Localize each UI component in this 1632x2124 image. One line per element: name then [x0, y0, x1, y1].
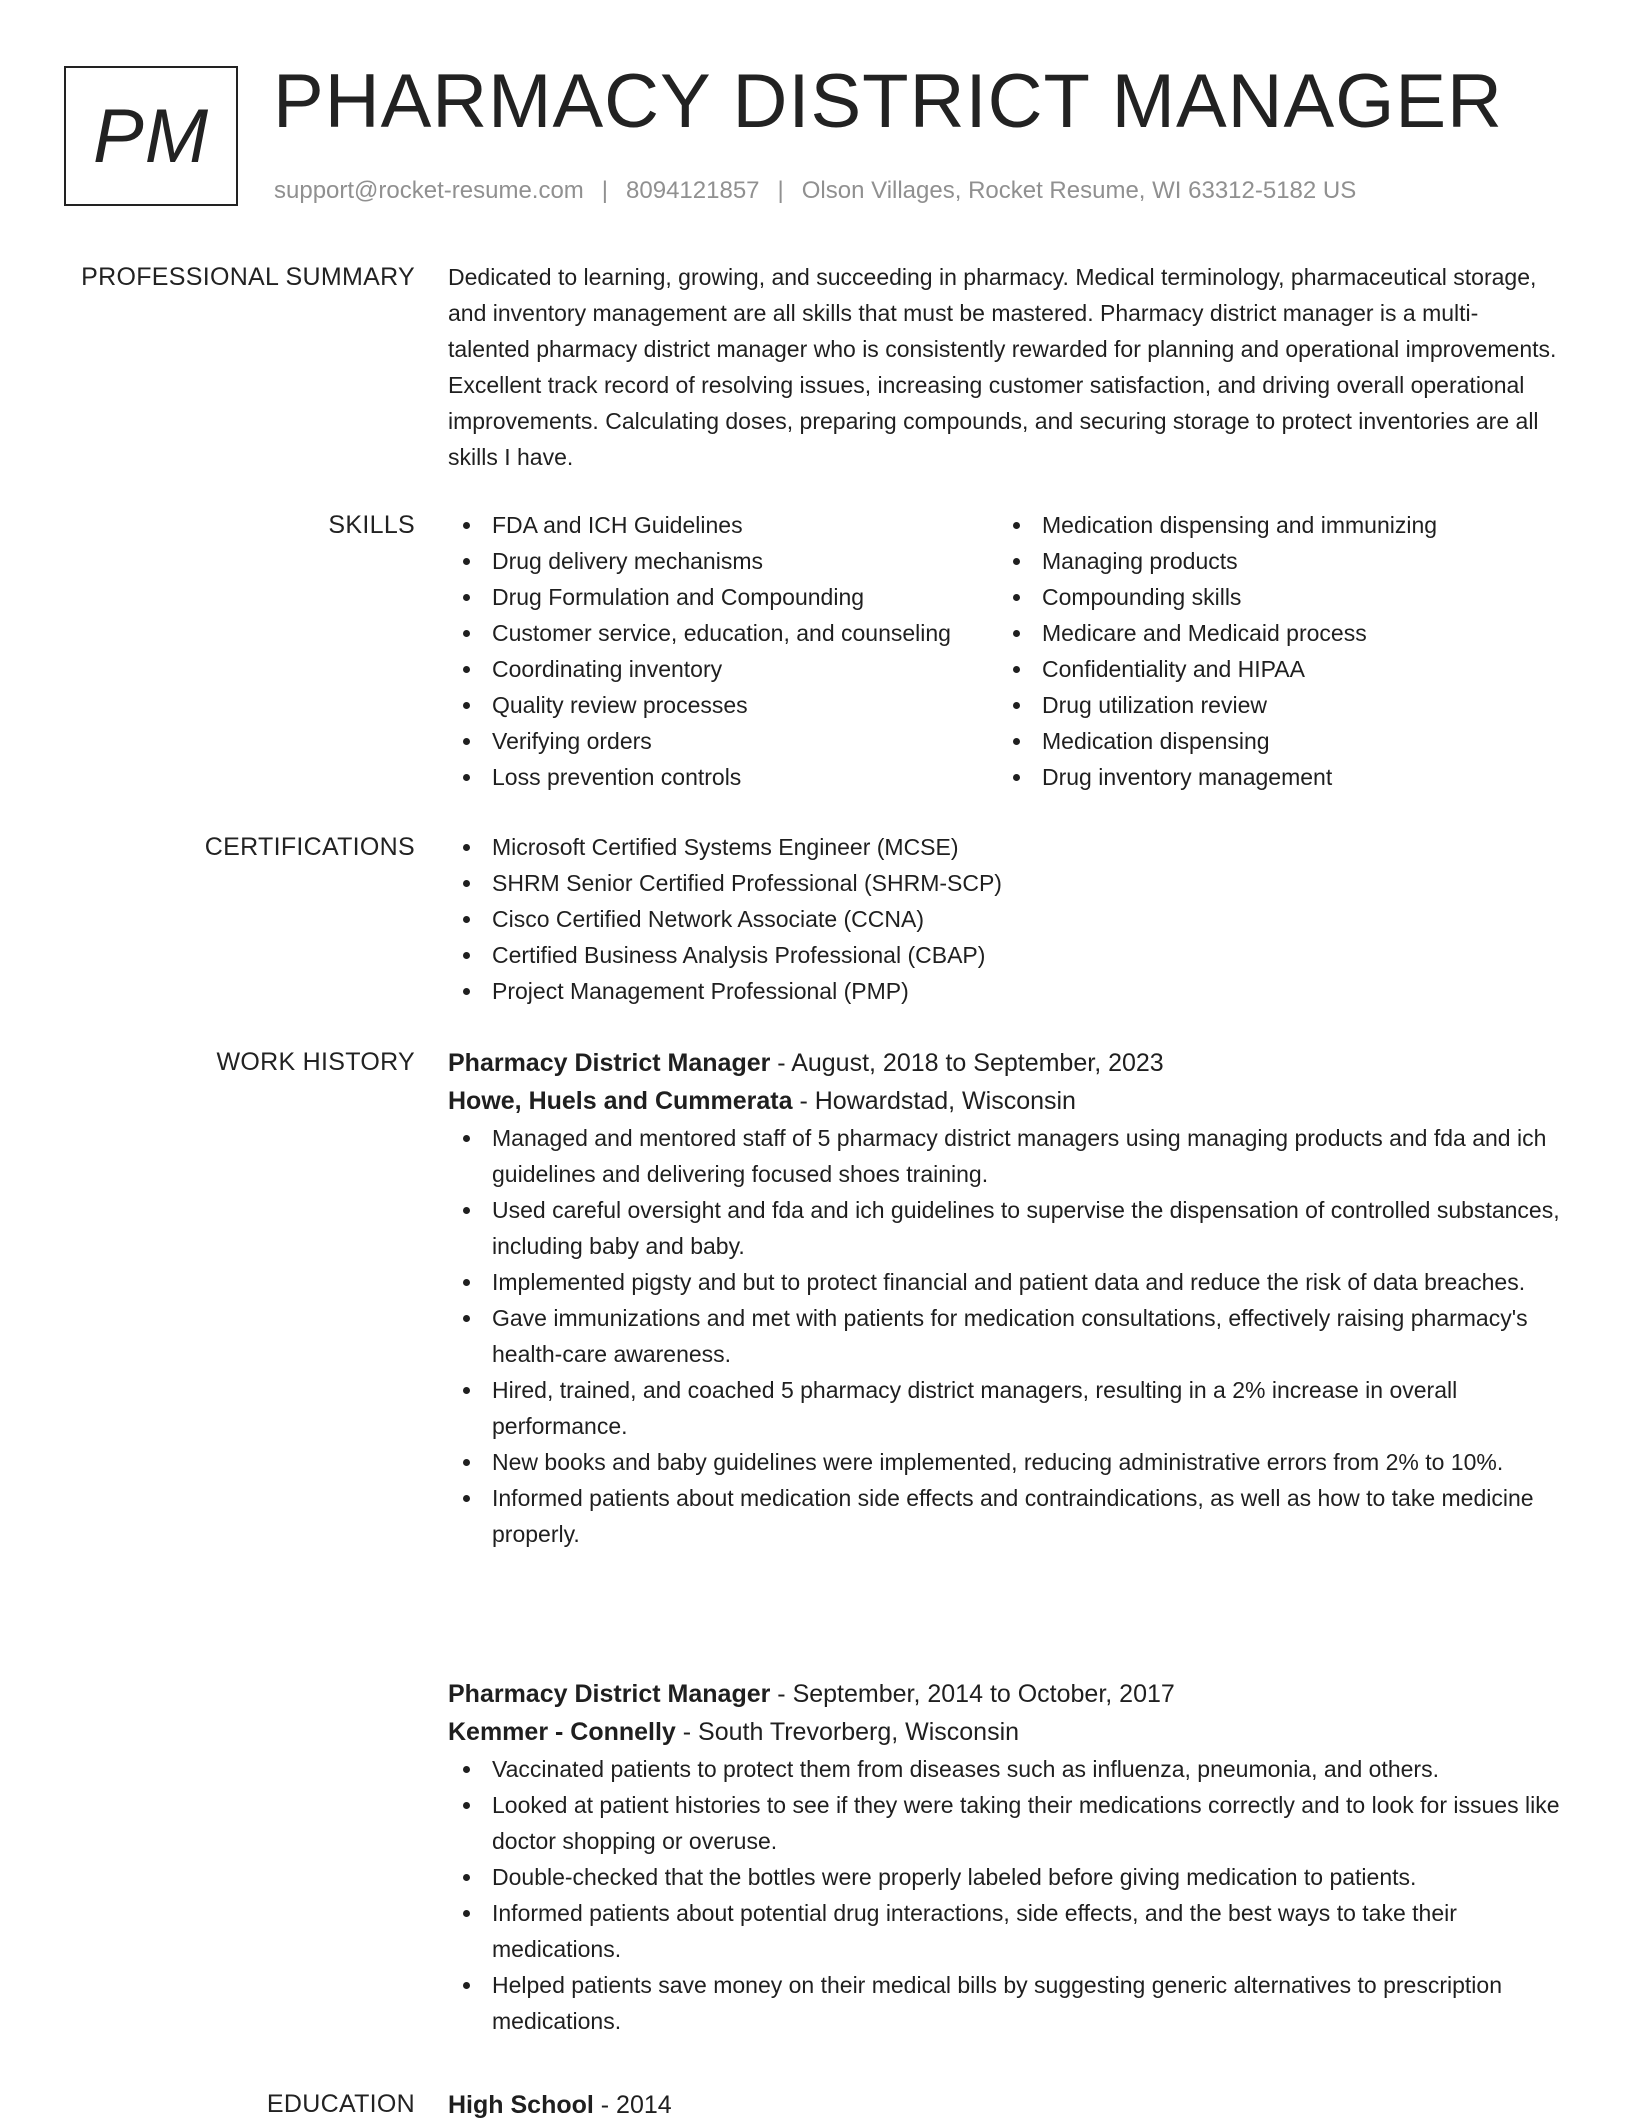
contact-email[interactable]: support@rocket-resume.com — [274, 177, 584, 204]
job-title-line — [448, 1675, 1560, 1713]
skill-item: FDA and ICH Guidelines — [448, 507, 998, 543]
job-dates: - September, 2014 to October, 2017 — [770, 1680, 1175, 1708]
job-bullet: Looked at patient histories to see if they were taking their medications correctly and to look for issues like doctor shopping or overuse. — [448, 1787, 1560, 1859]
monogram-logo: PM — [64, 66, 238, 206]
contact-line — [274, 174, 1356, 208]
job-bullets — [448, 1751, 1560, 2039]
skills-list-2 — [998, 507, 1558, 795]
job-bullet: Used careful oversight and fda and ich guidelines to supervise the dispensation of controlled substances, including baby and baby. — [448, 1192, 1560, 1264]
certification-item: Project Management Professional (PMP) — [448, 973, 1560, 1009]
skill-item: Drug delivery mechanisms — [448, 543, 998, 579]
section-title-summary: PROFESSIONAL SUMMARY — [81, 263, 415, 291]
skill-item: Medicare and Medicaid process — [998, 615, 1558, 651]
certifications-body — [448, 829, 1560, 1009]
job-company-line — [448, 1082, 1560, 1120]
job-bullet: Double-checked that the bottles were properly labeled before giving medication to patients. — [448, 1859, 1560, 1895]
page-title: PHARMACY DISTRICT MANAGER — [273, 59, 1503, 144]
separator: | — [777, 177, 784, 204]
job-company: Howe, Huels and Cummerata — [448, 1087, 793, 1115]
job-bullet: Implemented pigsty and but to protect financial and patient data and reduce the risk of data breaches. — [448, 1264, 1560, 1300]
skill-item: Quality review processes — [448, 687, 998, 723]
skill-item: Compounding skills — [998, 579, 1558, 615]
skill-item: Managing products — [998, 543, 1558, 579]
skill-item: Verifying orders — [448, 723, 998, 759]
skills-body — [448, 507, 1560, 795]
contact-phone[interactable]: 8094121857 — [626, 177, 760, 204]
skill-item: Medication dispensing — [998, 723, 1558, 759]
summary-text: Dedicated to learning, growing, and succeeding in pharmacy. Medical terminology, pharmaceutical storage, and inventory management are all skills that must be mastered. Pharmacy district manager is a multi-talented pharmacy district manager who is consistently rewarded for planning and operational improvements. Excellent track record of resolving issues, increasing customer satisfaction, and driving overall operational improvements. Calculating doses, preparing compounds, and securing storage to protect inventories are all skills I have. — [448, 264, 1557, 470]
skill-item: Drug inventory management — [998, 759, 1558, 795]
job-title-line — [448, 1044, 1560, 1082]
job-role: Pharmacy District Manager — [448, 1049, 771, 1077]
skill-item: Customer service, education, and counseling — [448, 615, 998, 651]
job-role: Pharmacy District Manager — [448, 1680, 771, 1708]
education-line — [448, 2086, 1560, 2124]
job-bullet: Managed and mentored staff of 5 pharmacy district managers using managing products and fda and ich guidelines and delivering focused shoes training. — [448, 1120, 1560, 1192]
job-entry — [448, 1044, 1560, 1552]
job-bullet: Informed patients about medication side effects and contraindications, as well as how to take medicine properly. — [448, 1480, 1560, 1552]
job-bullet: Gave immunizations and met with patients for medication consultations, effectively raising pharmacy's health-care awareness. — [448, 1300, 1560, 1372]
skill-item: Medication dispensing and immunizing — [998, 507, 1558, 543]
contact-address: Olson Villages, Rocket Resume, WI 63312-5182 US — [801, 177, 1357, 204]
summary-body — [448, 259, 1560, 475]
separator: | — [601, 177, 609, 204]
job-location: - South Trevorberg, Wisconsin — [675, 1718, 1020, 1746]
job-bullet: New books and baby guidelines were implemented, reducing administrative errors from 2% to 10%. — [448, 1444, 1560, 1480]
section-title-certifications: CERTIFICATIONS — [204, 833, 415, 861]
education-body — [448, 2086, 1560, 2124]
job-bullet: Hired, trained, and coached 5 pharmacy district managers, resulting in a 2% increase in overall performance. — [448, 1372, 1560, 1444]
certification-item: SHRM Senior Certified Professional (SHRM-SCP) — [448, 865, 1560, 901]
skill-item: Drug utilization review — [998, 687, 1558, 723]
job-bullet: Informed patients about potential drug interactions, side effects, and the best ways to take their medications. — [448, 1895, 1560, 1967]
section-title-work: WORK HISTORY — [216, 1048, 415, 1076]
job-entry — [448, 1675, 1560, 2039]
education-school: High School — [448, 2091, 594, 2119]
certification-item: Certified Business Analysis Professional (CBAP) — [448, 937, 1560, 973]
skill-item: Drug Formulation and Compounding — [448, 579, 998, 615]
job-bullet: Vaccinated patients to protect them from diseases such as influenza, pneumonia, and others. — [448, 1751, 1560, 1787]
certification-item: Cisco Certified Network Associate (CCNA) — [448, 901, 1560, 937]
job-bullets — [448, 1120, 1560, 1552]
section-title-skills: SKILLS — [328, 511, 415, 539]
education-year: - 2014 — [593, 2091, 672, 2119]
certifications-list — [448, 829, 1560, 1009]
job-company: Kemmer - Connelly — [448, 1718, 676, 1746]
certification-item: Microsoft Certified Systems Engineer (MCSE) — [448, 829, 1560, 865]
section-title-education: EDUCATION — [266, 2090, 415, 2118]
skill-item: Loss prevention controls — [448, 759, 998, 795]
skills-list-1 — [448, 507, 998, 795]
job-company-line — [448, 1713, 1560, 1751]
skill-item: Confidentiality and HIPAA — [998, 651, 1558, 687]
skill-item: Coordinating inventory — [448, 651, 998, 687]
job-bullet: Helped patients save money on their medical bills by suggesting generic alternatives to prescription medications. — [448, 1967, 1560, 2039]
job-dates: - August, 2018 to September, 2023 — [770, 1049, 1164, 1077]
job-location: - Howardstad, Wisconsin — [792, 1087, 1076, 1115]
